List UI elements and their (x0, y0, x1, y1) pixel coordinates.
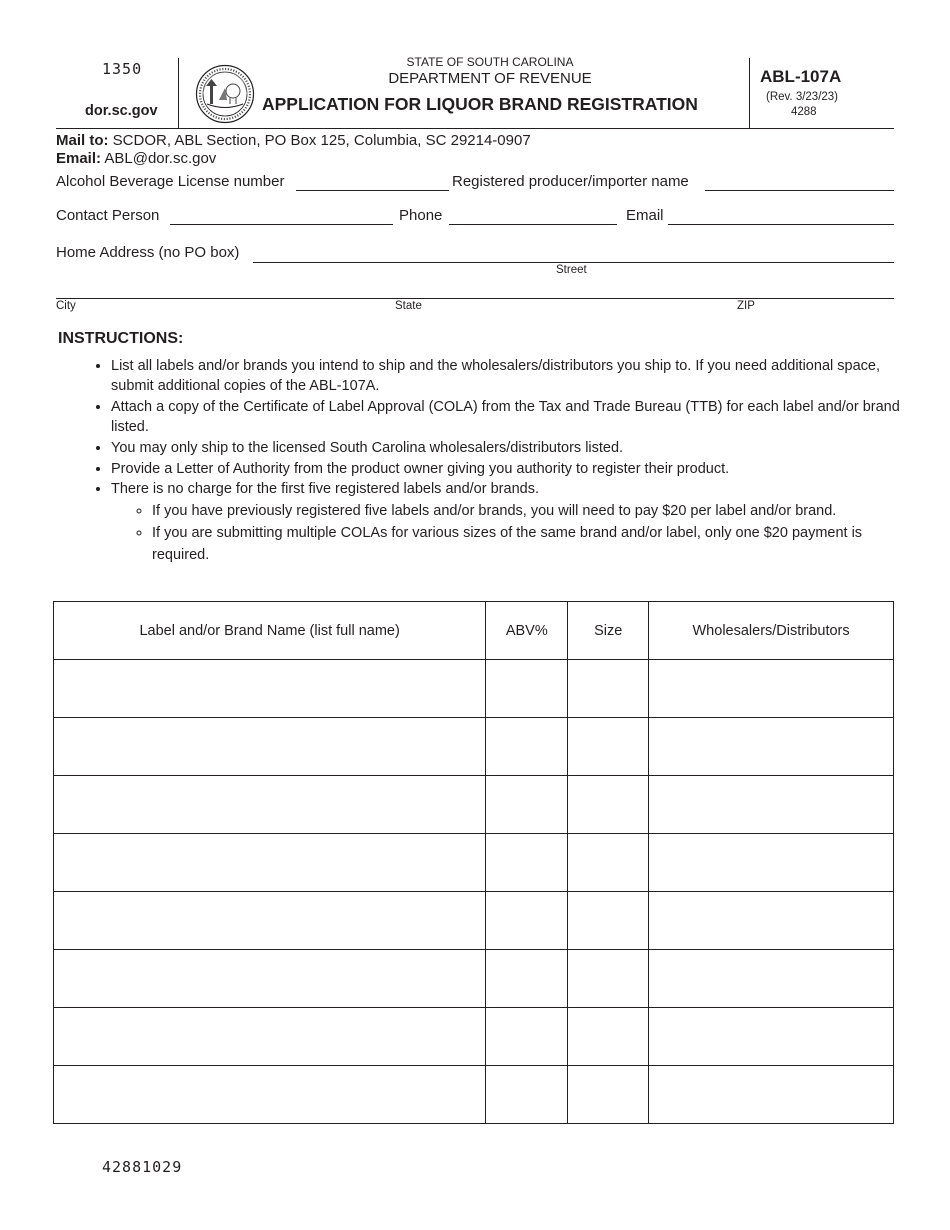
brand-cell[interactable] (54, 718, 486, 776)
abv-cell[interactable] (486, 660, 568, 718)
header-rule (56, 128, 894, 129)
table-row (54, 1066, 894, 1124)
abv-cell[interactable] (486, 950, 568, 1008)
brand-cell[interactable] (54, 892, 486, 950)
table-row (54, 1008, 894, 1066)
distributors-cell[interactable] (649, 1066, 894, 1124)
brand-cell[interactable] (54, 660, 486, 718)
table-row (54, 718, 894, 776)
table-row (54, 776, 894, 834)
list-item: • Attach a copy of the Certificate of Label Approval (COLA) from the Tax and Trade Bureau (TTB) for each label and/or brand listed. (111, 397, 911, 438)
state-name: STATE OF SOUTH CAROLINA (406, 55, 574, 69)
size-cell[interactable] (568, 1066, 649, 1124)
list-item-text: There is no charge for the first five registered labels and/or brands. (111, 481, 539, 498)
instructions-sublist (111, 500, 911, 566)
abv-cell[interactable] (486, 718, 568, 776)
abv-cell[interactable] (486, 1066, 568, 1124)
email-label: Email (626, 207, 664, 224)
brand-cell[interactable] (54, 1008, 486, 1066)
size-cell[interactable] (568, 892, 649, 950)
header-divider-right (749, 58, 750, 128)
distributors-cell[interactable] (649, 950, 894, 1008)
distributors-cell[interactable] (649, 660, 894, 718)
form-code: 1350 (102, 60, 143, 78)
phone-label: Phone (399, 207, 443, 224)
list-item: • You may only ship to the licensed South Carolina wholesalers/distributors listed. (111, 438, 911, 458)
producer-name-label: Registered producer/importer name (452, 173, 689, 190)
zip-label: ZIP (737, 300, 755, 312)
email-contact-address: ABL@dor.sc.gov (104, 150, 217, 167)
column-header-size: Size (568, 602, 649, 660)
distributors-cell[interactable] (649, 718, 894, 776)
table-row (54, 950, 894, 1008)
street-label: Street (556, 264, 587, 276)
instructions-heading: INSTRUCTIONS: (58, 330, 184, 347)
size-cell[interactable] (568, 950, 649, 1008)
size-cell[interactable] (568, 660, 649, 718)
mail-to-address: SCDOR, ABL Section, PO Box 125, Columbia, SC 29214-0907 (112, 132, 531, 149)
city-label: City (56, 300, 76, 312)
brand-cell[interactable] (54, 776, 486, 834)
mail-to (56, 132, 531, 149)
state-seal-icon (195, 64, 255, 124)
abv-cell[interactable] (486, 776, 568, 834)
table-row (54, 834, 894, 892)
license-number-field[interactable] (296, 172, 449, 191)
table-row (54, 892, 894, 950)
barcode-number: 42881029 (102, 1158, 183, 1176)
brand-cell[interactable] (54, 1066, 486, 1124)
brand-cell[interactable] (54, 950, 486, 1008)
list-item (111, 479, 911, 566)
phone-field[interactable] (449, 206, 617, 225)
revision-date: (Rev. 3/23/23) (766, 91, 839, 103)
form-number: ABL-107A (760, 67, 842, 86)
brand-table (53, 601, 894, 1124)
brand-cell[interactable] (54, 834, 486, 892)
instructions-list (70, 356, 911, 566)
column-header-distributors: Wholesalers/Distributors (649, 602, 894, 660)
email-contact (56, 150, 216, 167)
list-item: • List all labels and/or brands you intend to ship and the wholesalers/distributors you ship to. If you need additional space, submit additional copies of the ABL-107A. (111, 356, 911, 397)
department-name: DEPARTMENT OF REVENUE (388, 70, 592, 87)
sub-list-item: ◦ If you have previously registered five labels and/or brands, you will need to pay $20 per label and/or brand. (152, 500, 911, 522)
street-field[interactable] (253, 244, 894, 263)
distributors-cell[interactable] (649, 1008, 894, 1066)
home-address-label: Home Address (no PO box) (56, 244, 240, 261)
email-contact-label: Email: (56, 150, 102, 167)
form-id: 4288 (791, 106, 817, 118)
size-cell[interactable] (568, 718, 649, 776)
size-cell[interactable] (568, 776, 649, 834)
page-title: APPLICATION FOR LIQUOR BRAND REGISTRATION (262, 94, 698, 114)
size-cell[interactable] (568, 834, 649, 892)
state-label: State (395, 300, 422, 312)
city-state-zip-field[interactable] (56, 280, 894, 299)
abv-cell[interactable] (486, 834, 568, 892)
mail-to-label: Mail to: (56, 132, 109, 149)
size-cell[interactable] (568, 1008, 649, 1066)
table-row (54, 660, 894, 718)
column-header-abv: ABV% (486, 602, 568, 660)
distributors-cell[interactable] (649, 776, 894, 834)
distributors-cell[interactable] (649, 892, 894, 950)
contact-person-label: Contact Person (56, 207, 160, 224)
list-item: • Provide a Letter of Authority from the product owner giving you authority to register their product. (111, 459, 911, 479)
table-header-row (54, 602, 894, 660)
column-header-brand: Label and/or Brand Name (list full name) (54, 602, 486, 660)
contact-person-field[interactable] (170, 206, 393, 225)
header-divider-left (178, 58, 179, 128)
email-field[interactable] (668, 206, 894, 225)
distributors-cell[interactable] (649, 834, 894, 892)
abv-cell[interactable] (486, 1008, 568, 1066)
license-number-label: Alcohol Beverage License number (56, 173, 285, 190)
abv-cell[interactable] (486, 892, 568, 950)
website: dor.sc.gov (85, 103, 158, 119)
sub-list-item: ◦ If you are submitting multiple COLAs for various sizes of the same brand and/or label, only one $20 payment is required. (152, 522, 911, 566)
producer-name-field[interactable] (705, 172, 894, 191)
